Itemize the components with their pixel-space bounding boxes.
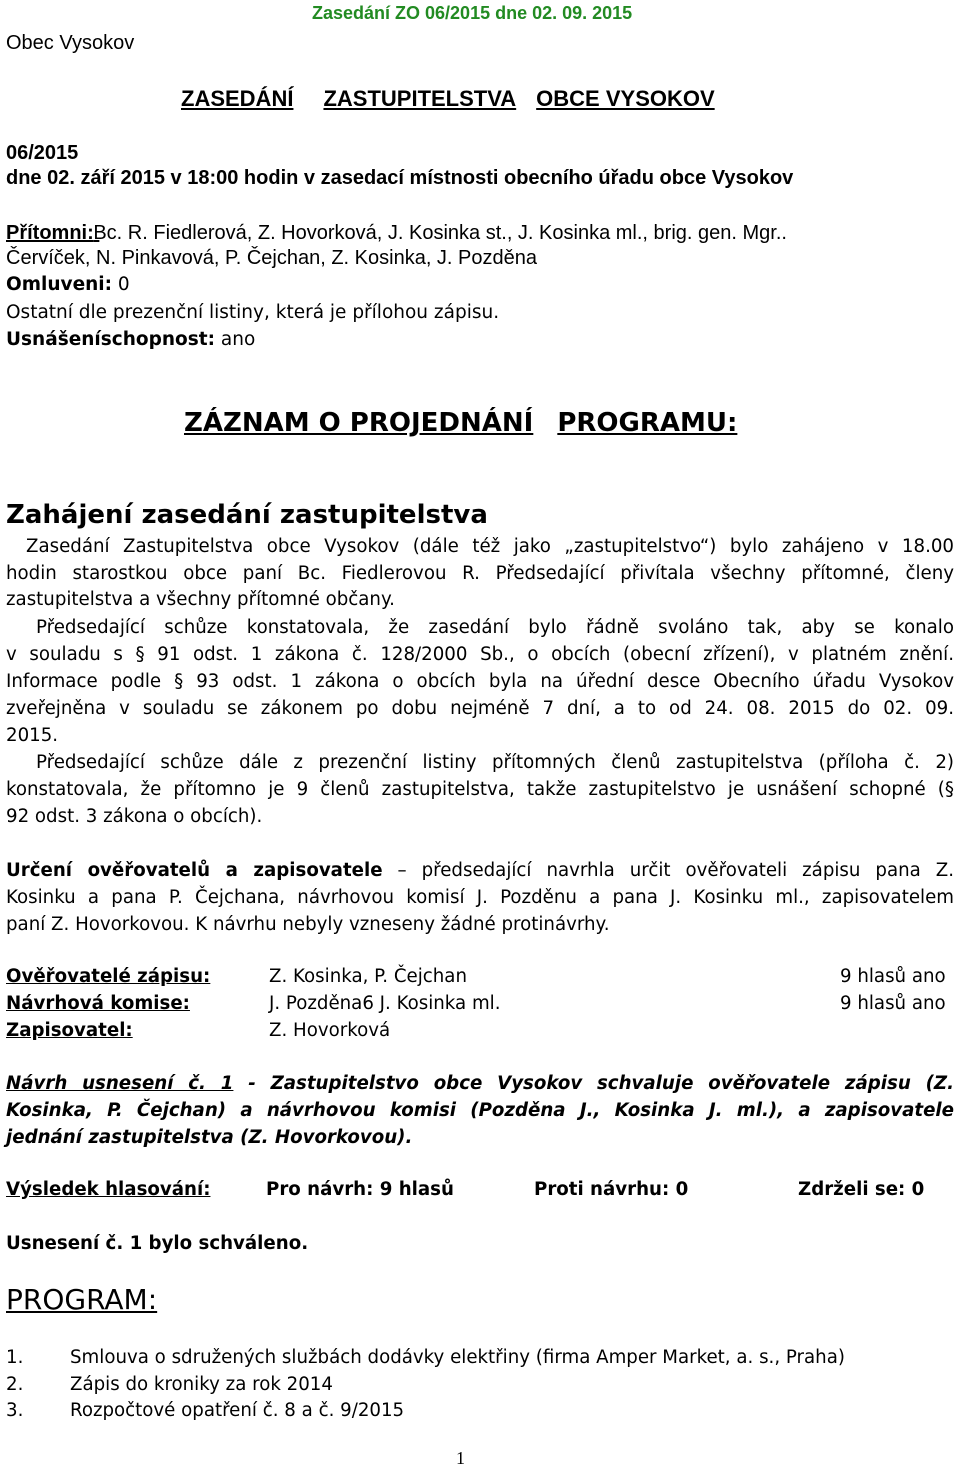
vote-abstain: Zdrželi se: 0 xyxy=(798,1179,925,1200)
program-heading: PROGRAM: xyxy=(6,1283,158,1316)
present-label: Přítomni: xyxy=(6,222,94,244)
role-votes-verifiers: 9 hlasů ano xyxy=(840,966,946,987)
verifiers-line-2: Kosinku a pana P. Čejchana, návrhovou komisí J. Pozděnu a pana J. Kosinku ml., zapisovatelem xyxy=(6,887,954,908)
opening-line-8: 2015. xyxy=(6,725,59,746)
program-item-2-text: Zápis do kroniky za rok 2014 xyxy=(70,1374,333,1395)
present-names-2: Červíček, N. Pinkavová, P. Čejchan, Z. Kosinka, J. Pozděna xyxy=(6,247,537,269)
opening-line-5: v souladu s § 91 odst. 1 zákona č. 128/2000 Sb., o obcích (obecní zřízení), v platném znění. xyxy=(6,644,954,665)
opening-line-11: 92 odst. 3 zákona o obcích). xyxy=(6,806,263,827)
present-line-1 xyxy=(6,222,787,245)
opening-line-2: hodin starostkou obce paní Bc. Fiedlerovou R. Předsedající přivítala všechny přítomné, členy xyxy=(6,563,954,584)
resolution-text-1: - Zastupitelstvo obce Vysokov schvaluje ověřovatele zápisu (Z. xyxy=(233,1073,954,1094)
record-heading-part-1: ZÁZNAM O PROJEDNÁNÍ xyxy=(184,408,534,438)
title-word-3: OBCE VYSOKOV xyxy=(536,86,715,111)
quorum-value: ano xyxy=(215,329,256,350)
verifiers-text-1: – předsedající navrhla určit ověřovateli zápisu pana Z. xyxy=(382,860,954,881)
present-names-1: Bc. R. Fiedlerová, Z. Hovorková, J. Kosinka st., J. Kosinka ml., brig. gen. Mgr.. xyxy=(93,222,787,244)
meeting-number: 06/2015 xyxy=(6,142,79,164)
opening-line-1: Zasedání Zastupitelstva obce Vysokov (dále též jako „zastupitelstvo“) bylo zahájeno v 18.00 xyxy=(26,536,954,557)
verifiers-line-1 xyxy=(6,858,954,884)
quorum-label: Usnášeníschopnost: xyxy=(6,329,215,350)
vote-label: Výsledek hlasování: xyxy=(6,1179,211,1200)
opening-line-6: Informace podle § 93 odst. 1 zákona o obcích byla na úřední desce Obecního úřadu Vysokov xyxy=(6,671,954,692)
record-heading-part-2: PROGRAMU: xyxy=(557,408,738,438)
role-names-verifiers: Z. Kosinka, P. Čejchan xyxy=(269,966,467,987)
excused-label: Omluveni: xyxy=(6,274,113,295)
vote-for: Pro návrh: 9 hlasů xyxy=(266,1179,454,1200)
title-word-1: ZASEDÁNÍ xyxy=(181,86,294,111)
opening-heading: Zahájení zasedání zastupitelstva xyxy=(6,500,488,530)
organization-name: Obec Vysokov xyxy=(6,32,135,54)
opening-line-9: Předsedající schůze dále z prezenční listiny přítomných členů zastupitelstva (příloha č. 2) xyxy=(36,752,954,773)
program-item-1-number: 1. xyxy=(6,1347,24,1368)
opening-line-3: zastupitelstva a všechny přítomné občany. xyxy=(6,589,395,610)
verifiers-line-3: paní Z. Hovorkovou. K návrhu nebyly vzneseny žádné protinávrhy. xyxy=(6,914,610,935)
program-item-3-number: 3. xyxy=(6,1400,24,1421)
resolution-line-3: jednání zastupitelstva (Z. Hovorkovou). xyxy=(6,1127,413,1148)
approved-statement: Usnesení č. 1 bylo schváleno. xyxy=(6,1233,309,1254)
quorum-line xyxy=(6,329,255,350)
role-names-committee: J. Pozděna6 J. Kosinka ml. xyxy=(269,993,501,1014)
opening-line-10: konstatovala, že přítomno je 9 členů zastupitelstva, takže zastupitelstvo je usnášení schopné (§ xyxy=(6,779,954,800)
role-votes-committee: 9 hlasů ano xyxy=(840,993,946,1014)
opening-line-4: Předsedající schůze konstatovala, že zasedání bylo řádně svoláno tak, aby se konalo xyxy=(36,617,954,638)
excused-value: 0 xyxy=(112,274,130,295)
role-label-recorder: Zapisovatel: xyxy=(6,1020,133,1041)
excused-line xyxy=(6,274,130,295)
title-word-2: ZASTUPITELSTVA xyxy=(323,86,517,111)
resolution-label: Návrh usnesení č. 1 xyxy=(6,1073,234,1094)
others-note: Ostatní dle prezenční listiny, která je přílohou zápisu. xyxy=(6,302,500,323)
role-names-recorder: Z. Hovorková xyxy=(269,1020,391,1041)
page-number: 1 xyxy=(456,1448,465,1468)
meeting-date-line: dne 02. září 2015 v 18:00 hodin v zasedací místnosti obecního úřadu obce Vysokov xyxy=(6,167,794,189)
resolution-line-2: Kosinka, P. Čejchan) a návrhovou komisi (Pozděna J., Kosinka J. ml.), a zapisovatele xyxy=(6,1100,954,1121)
document-title xyxy=(181,86,715,112)
program-item-2-number: 2. xyxy=(6,1374,24,1395)
role-label-verifiers: Ověřovatelé zápisu: xyxy=(6,966,211,987)
record-heading xyxy=(184,408,737,438)
verifiers-label: Určení ověřovatelů a zapisovatele xyxy=(6,860,383,881)
opening-line-7: zveřejněna v souladu se zákonem po dobu nejméně 7 dní, a to od 24. 08. 2015 do 02. 09. xyxy=(6,698,954,719)
resolution-line-1 xyxy=(6,1071,954,1097)
meeting-reference: Zasedání ZO 06/2015 dne 02. 09. 2015 xyxy=(312,3,633,23)
program-item-3-text: Rozpočtové opatření č. 8 a č. 9/2015 xyxy=(70,1400,405,1421)
role-label-committee: Návrhová komise: xyxy=(6,993,190,1014)
vote-against: Proti návrhu: 0 xyxy=(534,1179,689,1200)
program-item-1-text: Smlouva o sdružených službách dodávky elektřiny (firma Amper Market, a. s., Praha) xyxy=(70,1347,845,1368)
